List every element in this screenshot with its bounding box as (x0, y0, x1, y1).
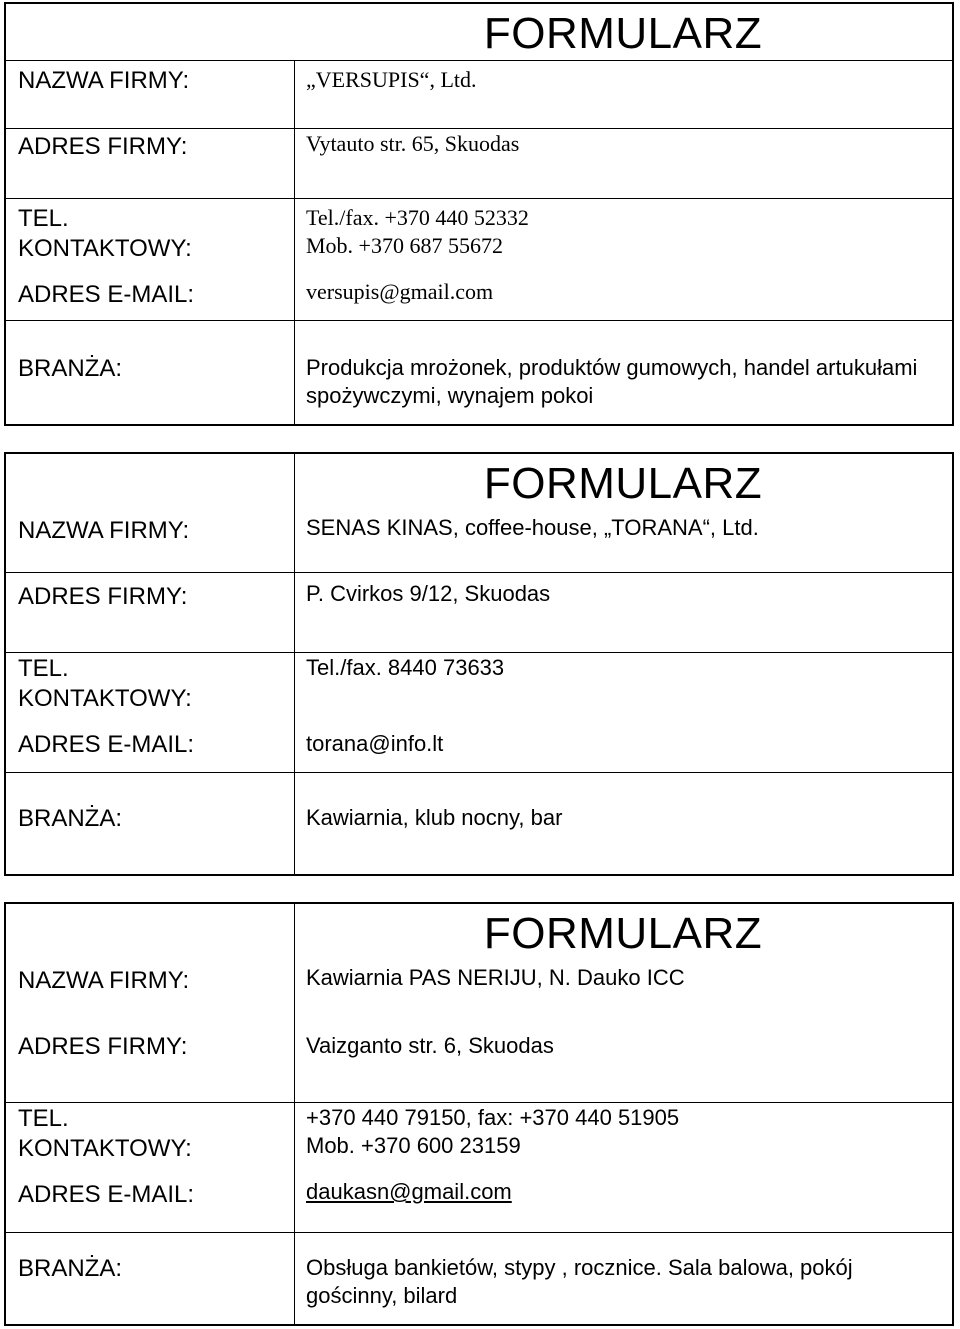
company-address-value: P. Cvirkos 9/12, Skuodas (306, 581, 551, 606)
contact-phone-value (306, 204, 946, 260)
industry-label: BRANŻA: (18, 805, 123, 832)
email-value: versupis@gmail.com (306, 279, 494, 304)
email-label: ADRES E-MAIL: (18, 731, 195, 758)
row-divider (6, 1102, 952, 1103)
row-divider (6, 320, 952, 321)
row-divider (6, 198, 952, 199)
company-name-value: SENAS KINAS, coffee-house, „TORANA“, Ltd. (306, 515, 759, 540)
company-name-value: „VERSUPIS“, Ltd. (306, 67, 477, 92)
industry-line-2: spożywczymi, wynajem pokoi (306, 383, 594, 408)
company-address-value: Vaizganto str. 6, Skuodas (306, 1033, 554, 1058)
form-title: FORMULARZ (483, 459, 763, 508)
contact-phone-label-line1: TEL. (18, 205, 69, 232)
phone-line-1: +370 440 79150, fax: +370 440 51905 (306, 1105, 680, 1130)
company-name-value: Kawiarnia PAS NERIJU, N. Dauko ICC (306, 965, 685, 990)
contact-phone-value: Tel./fax. 8440 73633 (306, 655, 505, 680)
phone-line-2: Mob. +370 600 23159 (306, 1133, 521, 1158)
email-label: ADRES E-MAIL: (18, 1181, 195, 1208)
industry-value (306, 354, 946, 410)
contact-phone-label (18, 1104, 288, 1164)
phone-line-2: Mob. +370 687 55672 (306, 233, 503, 258)
company-name-label: NAZWA FIRMY: (18, 67, 190, 94)
industry-line-2: gościnny, bilard (306, 1283, 458, 1308)
company-name-label: NAZWA FIRMY: (18, 967, 190, 994)
industry-label: BRANŻA: (18, 1255, 123, 1282)
company-address-label: ADRES FIRMY: (18, 1033, 188, 1060)
column-divider (294, 454, 295, 874)
contact-phone-label-line2: KONTAKTOWY: (18, 235, 192, 262)
contact-phone-label-line1: TEL. (18, 655, 69, 682)
email-value: torana@info.lt (306, 731, 444, 756)
email-value (306, 1178, 946, 1206)
contact-phone-label-line1: TEL. (18, 1105, 69, 1132)
email-link[interactable]: daukasn@gmail.com (306, 1179, 512, 1204)
company-address-label: ADRES FIRMY: (18, 583, 188, 610)
row-divider (6, 1232, 952, 1233)
contact-phone-label (18, 204, 288, 264)
row-divider (6, 772, 952, 773)
form-title: FORMULARZ (483, 9, 763, 58)
company-address-label: ADRES FIRMY: (18, 133, 188, 160)
industry-line-1: Produkcja mrożonek, produktów gumowych, handel artukułami (306, 355, 918, 380)
email-label: ADRES E-MAIL: (18, 281, 195, 308)
row-divider (6, 572, 952, 573)
company-form-1 (4, 2, 954, 426)
form-title: FORMULARZ (483, 909, 763, 958)
column-divider (294, 60, 295, 424)
company-address-value: Vytauto str. 65, Skuodas (306, 131, 520, 156)
header-divider (6, 60, 952, 61)
company-form-2 (4, 452, 954, 876)
column-divider (294, 904, 295, 1324)
company-name-label: NAZWA FIRMY: (18, 517, 190, 544)
contact-phone-label-line2: KONTAKTOWY: (18, 685, 192, 712)
industry-label: BRANŻA: (18, 355, 123, 382)
industry-line-1: Obsługa bankietów, stypy , rocznice. Sala balowa, pokój (306, 1255, 853, 1280)
row-divider (6, 128, 952, 129)
contact-phone-label (18, 654, 288, 714)
industry-value: Kawiarnia, klub nocny, bar (306, 805, 563, 830)
contact-phone-label-line2: KONTAKTOWY: (18, 1135, 192, 1162)
industry-value (306, 1254, 946, 1310)
contact-phone-value (306, 1104, 946, 1160)
phone-line-1: Tel./fax. +370 440 52332 (306, 205, 529, 230)
row-divider (6, 652, 952, 653)
company-form-3 (4, 902, 954, 1326)
